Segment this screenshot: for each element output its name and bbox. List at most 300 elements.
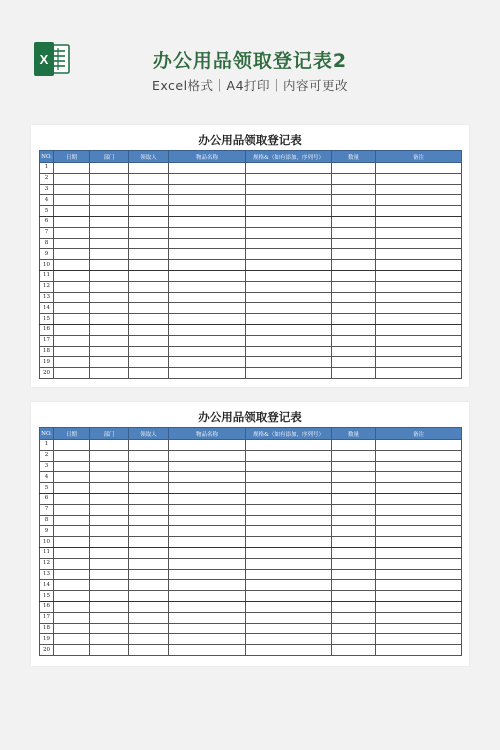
table-cell[interactable] [90,645,129,656]
table-cell[interactable] [129,591,169,602]
table-cell[interactable] [169,163,246,174]
table-cell[interactable] [54,472,90,483]
table-row [40,292,462,303]
table-cell[interactable] [376,260,462,271]
table-cell[interactable] [332,483,376,494]
table-cell[interactable] [54,537,90,548]
table-cell[interactable] [90,260,129,271]
table-row [40,346,462,357]
table-cell[interactable] [129,292,169,303]
table-cell[interactable] [246,472,332,483]
table-cell[interactable] [332,450,376,461]
table-cell[interactable] [246,634,332,645]
table-cell[interactable] [376,163,462,174]
table-cell[interactable] [332,558,376,569]
table-row [40,612,462,623]
table-cell[interactable] [246,206,332,217]
table-cell[interactable] [332,324,376,335]
table-cell[interactable] [90,303,129,314]
table-cell[interactable] [54,249,90,260]
table-cell[interactable] [54,173,90,184]
table-cell[interactable] [246,357,332,368]
table-cell[interactable] [169,357,246,368]
table-cell[interactable] [376,292,462,303]
table-cell[interactable] [90,612,129,623]
table-cell[interactable] [246,591,332,602]
table-cell[interactable] [129,324,169,335]
table-cell[interactable] [376,537,462,548]
table-cell[interactable] [129,173,169,184]
table-cell[interactable] [90,591,129,602]
table-cell[interactable] [376,623,462,634]
table-cell[interactable] [246,440,332,451]
page-title: 办公用品领取登记表2 [152,50,348,72]
table-cell[interactable] [376,526,462,537]
table-cell[interactable] [332,368,376,379]
table-cell[interactable] [54,623,90,634]
table-cell[interactable] [376,238,462,249]
table-cell[interactable] [90,195,129,206]
table-cell[interactable] [246,195,332,206]
table-cell[interactable] [169,526,246,537]
table-cell[interactable] [246,216,332,227]
table-cell[interactable] [54,580,90,591]
table-cell[interactable] [90,472,129,483]
table-cell[interactable] [376,472,462,483]
table-cell[interactable] [169,580,246,591]
table-cell[interactable] [376,558,462,569]
table-cell[interactable] [376,440,462,451]
table-cell[interactable] [376,303,462,314]
table-cell[interactable] [332,440,376,451]
table-cell[interactable] [169,483,246,494]
table-cell[interactable] [129,612,169,623]
table-cell[interactable] [376,216,462,227]
table-cell[interactable] [246,238,332,249]
table-cell[interactable] [376,346,462,357]
table-cell[interactable] [246,504,332,515]
table-cell[interactable] [246,346,332,357]
table-cell[interactable] [332,612,376,623]
table-cell[interactable] [332,281,376,292]
table-cell[interactable] [376,504,462,515]
table-cell[interactable] [90,163,129,174]
table-cell[interactable] [54,504,90,515]
table-cell[interactable] [129,569,169,580]
table-cell[interactable] [169,537,246,548]
table-cell[interactable] [332,260,376,271]
table-cell[interactable] [129,346,169,357]
table-cell[interactable] [246,163,332,174]
table-cell[interactable] [169,173,246,184]
table-cell[interactable] [129,558,169,569]
table-cell[interactable] [246,526,332,537]
table-cell[interactable] [246,324,332,335]
table-cell[interactable] [90,368,129,379]
table-cell[interactable] [90,504,129,515]
table-cell[interactable] [54,461,90,472]
table-cell[interactable] [246,461,332,472]
table-cell[interactable] [376,357,462,368]
table-row [40,357,462,368]
table-cell[interactable] [332,580,376,591]
table-cell[interactable] [169,270,246,281]
table-cell[interactable] [54,483,90,494]
table-cell[interactable] [246,281,332,292]
row-number: 9 [40,249,54,260]
table-cell[interactable] [129,281,169,292]
table-cell[interactable] [169,216,246,227]
row-number: 5 [40,206,54,217]
table-cell[interactable] [376,612,462,623]
table-cell[interactable] [54,634,90,645]
table-cell[interactable] [169,281,246,292]
table-cell[interactable] [169,292,246,303]
table-cell[interactable] [246,558,332,569]
table-cell[interactable] [246,227,332,238]
table-cell[interactable] [246,493,332,504]
table-cell[interactable] [129,504,169,515]
table-cell[interactable] [332,591,376,602]
table-cell[interactable] [376,173,462,184]
table-cell[interactable] [129,483,169,494]
table-cell[interactable] [54,450,90,461]
table-cell[interactable] [376,195,462,206]
row-number: 6 [40,493,54,504]
table-cell[interactable] [129,238,169,249]
table-cell[interactable] [129,303,169,314]
table-cell[interactable] [129,184,169,195]
table-cell[interactable] [169,645,246,656]
table-cell[interactable] [246,368,332,379]
table-cell[interactable] [246,515,332,526]
table-cell[interactable] [332,238,376,249]
table-cell[interactable] [376,270,462,281]
table-cell[interactable] [129,440,169,451]
table-cell[interactable] [376,634,462,645]
table-cell[interactable] [246,173,332,184]
table-cell[interactable] [129,216,169,227]
table-cell[interactable] [376,249,462,260]
table-cell[interactable] [90,206,129,217]
table-cell[interactable] [169,623,246,634]
table-cell[interactable] [54,601,90,612]
table-cell[interactable] [90,227,129,238]
table-cell[interactable] [90,569,129,580]
table-cell[interactable] [129,260,169,271]
table-cell[interactable] [129,314,169,325]
table-cell[interactable] [332,163,376,174]
table-cell[interactable] [332,504,376,515]
table-row [40,368,462,379]
table-cell[interactable] [376,324,462,335]
table-cell[interactable] [246,184,332,195]
table-cell[interactable] [332,346,376,357]
table-cell[interactable] [169,601,246,612]
table-cell[interactable] [376,547,462,558]
table-cell[interactable] [332,645,376,656]
table-cell[interactable] [376,493,462,504]
table-cell[interactable] [332,184,376,195]
table-cell[interactable] [90,558,129,569]
table-cell[interactable] [332,195,376,206]
table-cell[interactable] [376,281,462,292]
table-cell[interactable] [376,483,462,494]
table-cell[interactable] [90,249,129,260]
table-cell[interactable] [129,601,169,612]
table-cell[interactable] [169,346,246,357]
table-cell[interactable] [169,303,246,314]
table-cell[interactable] [90,461,129,472]
table-cell[interactable] [90,173,129,184]
table-cell[interactable] [54,324,90,335]
table-cell[interactable] [54,493,90,504]
table-cell[interactable] [376,591,462,602]
table-cell[interactable] [246,335,332,346]
table-cell[interactable] [169,368,246,379]
table-cell[interactable] [169,249,246,260]
table-cell[interactable] [332,526,376,537]
table-cell[interactable] [332,227,376,238]
table-cell[interactable] [376,580,462,591]
table-cell[interactable] [332,216,376,227]
table-cell[interactable] [376,645,462,656]
table-cell[interactable] [332,547,376,558]
table-cell[interactable] [129,537,169,548]
table-cell[interactable] [54,281,90,292]
table-cell[interactable] [90,515,129,526]
table-cell[interactable] [169,227,246,238]
table-cell[interactable] [54,346,90,357]
table-cell[interactable] [376,184,462,195]
table-cell[interactable] [246,601,332,612]
table-cell[interactable] [54,227,90,238]
table-cell[interactable] [129,450,169,461]
table-cell[interactable] [332,357,376,368]
table-cell[interactable] [332,472,376,483]
table-cell[interactable] [376,569,462,580]
table-cell[interactable] [246,249,332,260]
table-cell[interactable] [169,569,246,580]
table-cell[interactable] [129,206,169,217]
table-cell[interactable] [246,569,332,580]
table-cell[interactable] [376,368,462,379]
table-cell[interactable] [90,526,129,537]
table-cell[interactable] [54,314,90,325]
table-cell[interactable] [54,569,90,580]
table-cell[interactable] [129,163,169,174]
row-number: 11 [40,547,54,558]
table-cell[interactable] [54,206,90,217]
table-row [40,335,462,346]
table-cell[interactable] [54,526,90,537]
table-cell[interactable] [169,206,246,217]
table-cell[interactable] [129,526,169,537]
table-cell[interactable] [54,547,90,558]
table-cell[interactable] [129,195,169,206]
table-cell[interactable] [169,612,246,623]
table-cell[interactable] [90,324,129,335]
table-cell[interactable] [169,547,246,558]
column-header: 日期 [54,428,90,440]
table-cell[interactable] [90,281,129,292]
table-cell[interactable] [246,483,332,494]
row-number: 10 [40,260,54,271]
table-cell[interactable] [169,472,246,483]
table-cell[interactable] [376,515,462,526]
table-cell[interactable] [246,450,332,461]
table-cell[interactable] [332,601,376,612]
table-cell[interactable] [169,184,246,195]
table-cell[interactable] [169,461,246,472]
table-cell[interactable] [332,493,376,504]
table-cell[interactable] [246,270,332,281]
table-cell[interactable] [332,515,376,526]
table-cell[interactable] [376,227,462,238]
table-row [40,324,462,335]
table-cell[interactable] [129,634,169,645]
table-cell[interactable] [129,515,169,526]
table-cell[interactable] [246,645,332,656]
table-cell[interactable] [332,623,376,634]
table-cell[interactable] [129,645,169,656]
table-cell[interactable] [90,314,129,325]
table-row [40,195,462,206]
table-cell[interactable] [332,292,376,303]
table-cell[interactable] [332,335,376,346]
table-cell[interactable] [169,335,246,346]
table-cell[interactable] [90,346,129,357]
table-cell[interactable] [54,260,90,271]
table-cell[interactable] [54,440,90,451]
table-cell[interactable] [332,270,376,281]
table-cell[interactable] [246,537,332,548]
table-cell[interactable] [332,249,376,260]
table-cell[interactable] [129,461,169,472]
page-header [0,0,500,110]
table-cell[interactable] [90,238,129,249]
table-cell[interactable] [54,612,90,623]
table-cell[interactable] [169,515,246,526]
table-cell[interactable] [54,591,90,602]
table-cell[interactable] [376,314,462,325]
column-header: 备注 [376,151,462,163]
table-cell[interactable] [54,515,90,526]
table-cell[interactable] [376,450,462,461]
table-cell[interactable] [54,645,90,656]
table-cell[interactable] [129,472,169,483]
table-cell[interactable] [129,580,169,591]
table-cell[interactable] [90,184,129,195]
table-cell[interactable] [332,634,376,645]
table-cell[interactable] [90,357,129,368]
table-cell[interactable] [169,450,246,461]
table-cell[interactable] [246,612,332,623]
table-cell[interactable] [376,206,462,217]
table-cell[interactable] [90,601,129,612]
table-cell[interactable] [90,216,129,227]
table-cell[interactable] [90,292,129,303]
table-cell[interactable] [376,461,462,472]
table-cell[interactable] [169,558,246,569]
table-cell[interactable] [169,504,246,515]
table-cell[interactable] [332,206,376,217]
table-cell[interactable] [246,292,332,303]
table-cell[interactable] [332,569,376,580]
table-cell[interactable] [90,547,129,558]
table-cell[interactable] [169,324,246,335]
table-cell[interactable] [90,634,129,645]
table-cell[interactable] [246,303,332,314]
table-cell[interactable] [54,238,90,249]
table-row [40,645,462,656]
column-header: 领取人 [129,428,169,440]
table-cell[interactable] [90,335,129,346]
table-cell[interactable] [54,216,90,227]
table-cell[interactable] [246,580,332,591]
table-cell[interactable] [90,450,129,461]
table-cell[interactable] [90,580,129,591]
table-cell[interactable] [332,303,376,314]
table-cell[interactable] [169,634,246,645]
table-cell[interactable] [90,537,129,548]
table-cell[interactable] [169,493,246,504]
table-cell[interactable] [129,249,169,260]
column-header: 部门 [90,428,129,440]
table-cell[interactable] [129,357,169,368]
table-cell[interactable] [169,591,246,602]
table-cell[interactable] [54,184,90,195]
table-cell[interactable] [129,547,169,558]
table-cell[interactable] [246,260,332,271]
table-cell[interactable] [129,270,169,281]
table-cell[interactable] [90,440,129,451]
table-cell[interactable] [332,461,376,472]
table-cell[interactable] [376,335,462,346]
table-cell[interactable] [246,547,332,558]
table-cell[interactable] [129,227,169,238]
table-cell[interactable] [332,537,376,548]
table-cell[interactable] [169,195,246,206]
table-cell[interactable] [169,238,246,249]
table-cell[interactable] [54,292,90,303]
table-cell[interactable] [169,314,246,325]
table-cell[interactable] [54,357,90,368]
table-cell[interactable] [54,368,90,379]
table-cell[interactable] [54,195,90,206]
table-cell[interactable] [376,601,462,612]
table-cell[interactable] [246,623,332,634]
table-cell[interactable] [54,163,90,174]
table-cell[interactable] [246,314,332,325]
table-cell[interactable] [54,335,90,346]
table-cell[interactable] [54,270,90,281]
table-cell[interactable] [129,368,169,379]
table-cell[interactable] [54,303,90,314]
table-cell[interactable] [169,260,246,271]
table-cell[interactable] [90,493,129,504]
table-cell[interactable] [54,558,90,569]
table-cell[interactable] [129,493,169,504]
table-cell[interactable] [332,173,376,184]
table-cell[interactable] [90,270,129,281]
table-cell[interactable] [169,440,246,451]
table-cell[interactable] [332,314,376,325]
table-cell[interactable] [90,483,129,494]
table-cell[interactable] [90,623,129,634]
table-cell[interactable] [129,335,169,346]
table-cell[interactable] [129,623,169,634]
